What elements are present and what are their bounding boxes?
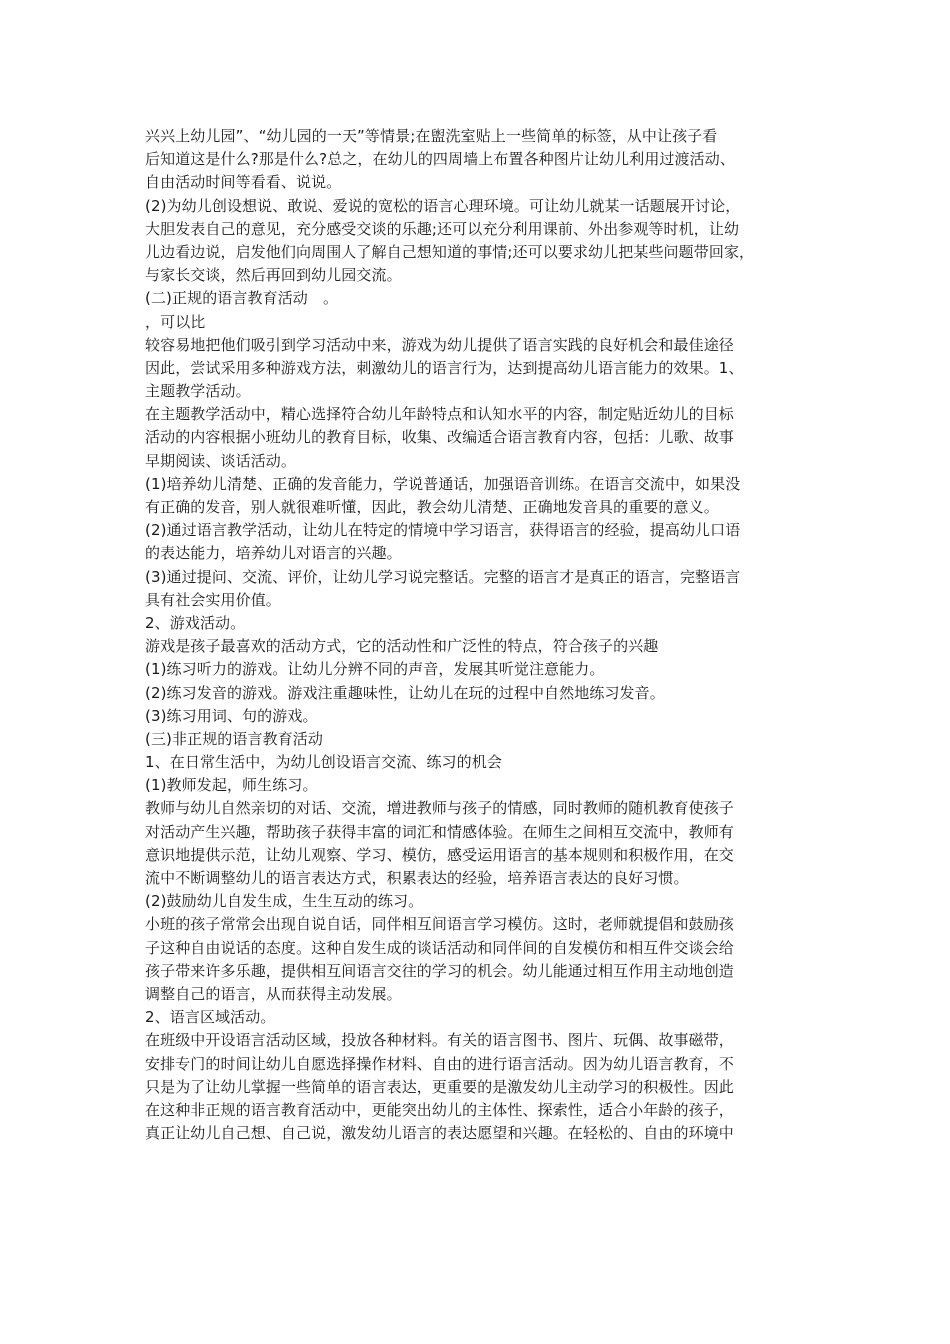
text-line: 在这种非正规的语言教育活动中，更能突出幼儿的主体性、探索性，适合小年龄的孩子，	[145, 1100, 734, 1119]
text-line: 自由活动时间等看看、说说。	[145, 173, 342, 192]
text-line: 2、语言区域活动。	[145, 1008, 276, 1027]
text-line: 大胆发表自己的意见，充分感受交谈的乐趣;还可以充分利用课前、外出参观等时机，让幼	[145, 219, 740, 238]
text-line: 儿边看边说，启发他们向周围人了解自己想知道的事情;还可以要求幼儿把某些问题带回家，	[145, 242, 755, 261]
text-line: 后知道这是什么?那是什么?总之，在幼儿的四周墙上布置各种图片让幼儿利用过渡活动、	[145, 150, 735, 169]
text-line: 在主题教学活动中，精心选择符合幼儿年龄特点和认知水平的内容，制定贴近幼儿的目标	[145, 405, 734, 424]
text-line: 兴兴上幼儿园”、“幼儿园的一天”等情景;在盥洗室贴上一些简单的标签，从中让孩子看	[145, 127, 718, 145]
text-line: 在班级中开设语言活动区域，投放各种材料。有关的语言图书、图片、玩偶、故事磁带，	[145, 1031, 734, 1050]
text-line: 子这种自由说话的态度。这种自发生成的谈话活动和同伴间的自发模仿和相互件交谈会给	[145, 938, 734, 957]
text-line: (2)通过语言教学活动，让幼儿在特定的情境中学习语言，获得语言的经验，提高幼儿口语	[145, 521, 741, 540]
document-body	[145, 125, 820, 1145]
text-line: (1)培养幼儿清楚、正确的发音能力，学说普通话，加强语音训练。在语言交流中，如果没	[145, 474, 741, 493]
text-line: (2)为幼儿创设想说、敢说、爱说的宽松的语言心理环境。可让幼儿就某一话题展开讨论，	[145, 196, 741, 215]
text-line: 较容易地把他们吸引到学习活动中来，游戏为幼儿提供了语言实践的良好机会和最佳途径	[145, 335, 734, 354]
text-line: (2)练习发音的游戏。游戏注重趣味性，让幼儿在玩的过程中自然地练习发音。	[145, 683, 665, 702]
text-line: 对活动产生兴趣，帮助孩子获得丰富的词汇和情感体验。在师生之间相互交流中，教师有	[145, 822, 734, 841]
text-line: 小班的孩子常常会出现自说自话，同伴相互间语言学习模仿。这时，老师就提倡和鼓励孩	[145, 915, 734, 934]
text-line: 活动的内容根据小班幼儿的教育目标，收集、改编适合语言教育内容，包括：儿歌、故事	[145, 428, 734, 447]
text-line: (3)通过提问、交流、评价，让幼儿学习说完整话。完整的语言才是真正的语言，完整语言	[145, 567, 741, 586]
text-line: 游戏是孩子最喜欢的活动方式，它的活动性和广泛性的特点，符合孩子的兴趣	[145, 637, 659, 656]
text-line: 只是为了让幼儿掌握一些简单的语言表达，更重要的是激发幼儿主动学习的积极性。因此	[145, 1077, 734, 1096]
text-line: 流中不断调整幼儿的语言表达方式，积累表达的经验，培养语言表达的良好习惯。	[145, 869, 689, 887]
text-line: 意识地提供示范，让幼儿观察、学习、模仿，感受运用语言的基本规则和积极作用，在交	[145, 845, 734, 864]
text-line: (1)教师发起，师生练习。	[145, 776, 318, 795]
text-line: (2)鼓励幼儿自发生成，生生互动的练习。	[145, 892, 424, 911]
text-line: 2、游戏活动。	[145, 613, 246, 632]
text-line: 1、在日常生活中，为幼儿创设语言交流、练习的机会	[145, 753, 502, 772]
text-line: 早期阅读、谈话活动。	[145, 451, 297, 470]
text-line: 主题教学活动。	[145, 382, 251, 401]
text-line: 真正让幼儿自己想、自己说，激发幼儿语言的表达愿望和兴趣。在轻松的、自由的环境中	[145, 1124, 734, 1143]
text-line: 教师与幼儿自然亲切的对话、交流，增进教师与孩子的情感，同时教师的随机教育使孩子	[145, 799, 734, 818]
text-line: (三)非正规的语言教育活动	[145, 729, 324, 748]
text-line: (1)练习听力的游戏。让幼儿分辨不同的声音，发展其听觉注意能力。	[145, 660, 605, 679]
text-line: (3)练习用词、句的游戏。	[145, 706, 318, 725]
text-line: 因此，尝试采用多种游戏方法，刺激幼儿的语言行为，达到提高幼儿语言能力的效果。1、	[145, 358, 744, 377]
text-line: ，可以比	[145, 312, 206, 331]
text-line: 孩子带来许多乐趣，提供相互间语言交往的学习的机会。幼儿能通过相互作用主动地创造	[145, 961, 734, 980]
text-line: 调整自己的语言，从而获得主动发展。	[145, 984, 402, 1003]
text-line: (二)正规的语言教育活动 。	[145, 289, 339, 308]
text-line: 与家长交谈，然后再回到幼儿园交流。	[145, 266, 402, 285]
text-line: 有正确的发音，别人就很难听懂，因此，教会幼儿清楚、正确地发音具的重要的意义。	[145, 498, 719, 516]
text-line: 的表达能力，培养幼儿对语言的兴趣。	[145, 544, 402, 563]
text-line: 具有社会实用价值。	[145, 590, 281, 609]
text-line: 安排专门的时间让幼儿自愿选择操作材料、自由的进行语言活动。因为幼儿语言教育，不	[145, 1054, 734, 1073]
